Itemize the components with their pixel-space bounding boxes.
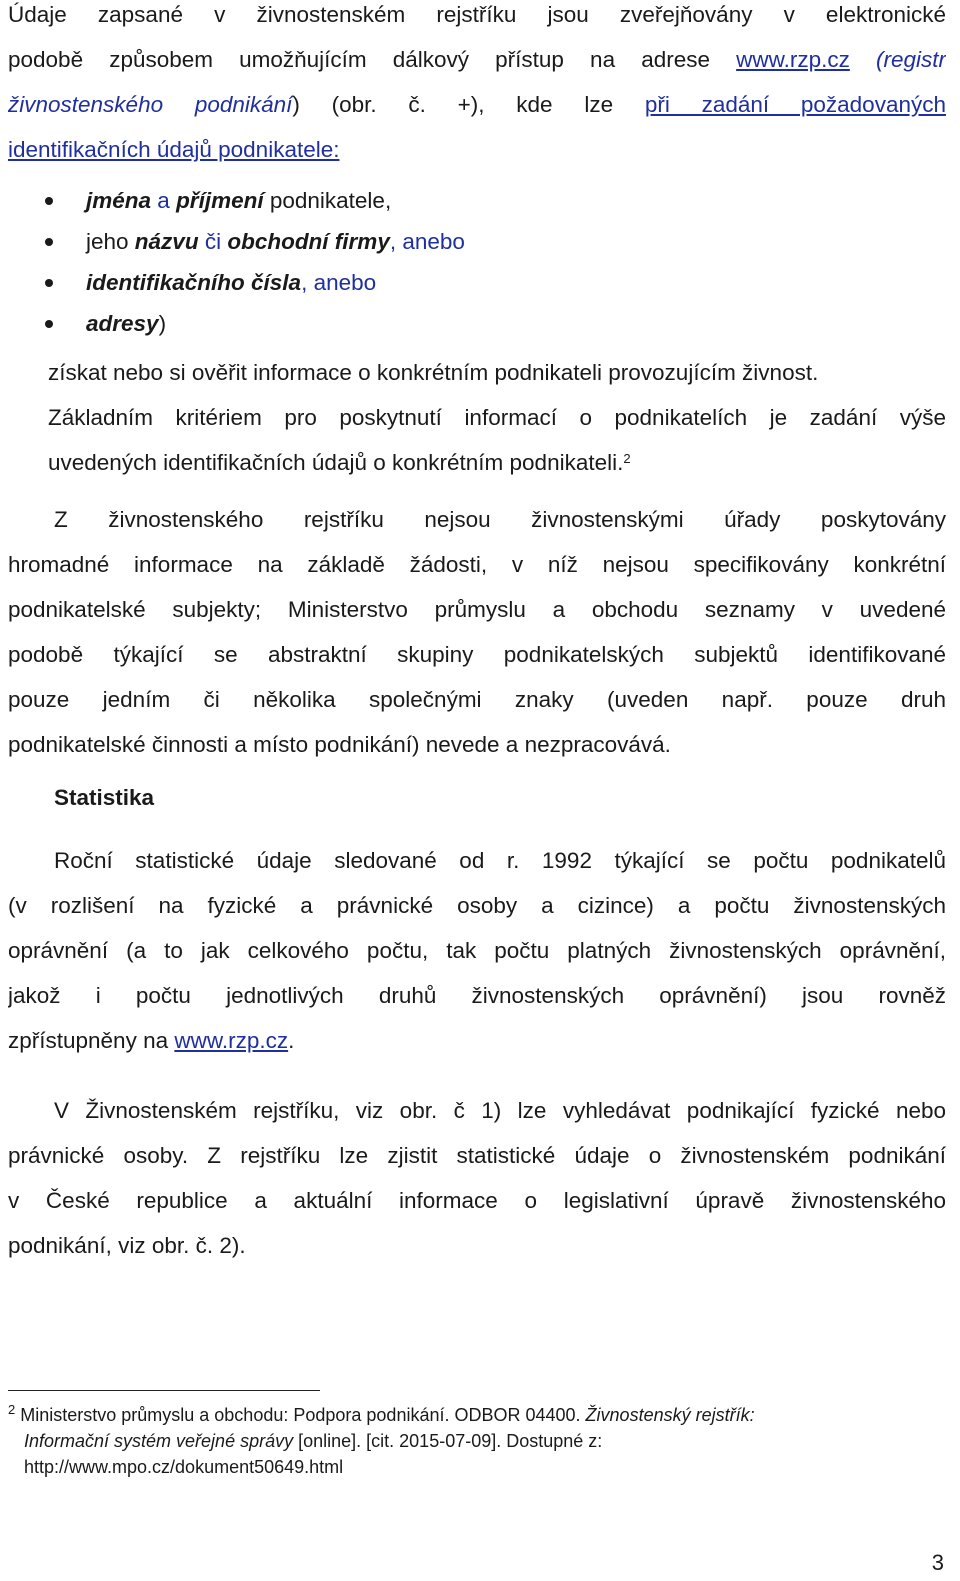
- text-line: jakož i počtu jednotlivých druhů živnostenských oprávnění) jsou rovněž: [8, 983, 946, 1008]
- paragraph-criteria: [48, 350, 946, 485]
- text-line: Z živnostenského rejstříku nejsou živnostenskými úřady poskytovány: [54, 507, 946, 532]
- rzp-link[interactable]: www.rzp.cz: [736, 47, 850, 72]
- list-item: [0, 221, 465, 262]
- paragraph-intro: [8, 0, 946, 172]
- text-line: podnikatelské subjekty; Ministerstvo průmyslu a obchodu seznamy v uvedené: [8, 597, 946, 622]
- text-line: podnikání, viz obr. č. 2).: [8, 1233, 246, 1258]
- footnote: [8, 1402, 928, 1480]
- text-line: [8, 82, 946, 127]
- text-line: (v rozlišení na fyzické a právnické osoby a cizince) a počtu živnostenských: [8, 893, 946, 918]
- text-line: získat nebo si ověřit informace o konkrétním podnikateli provozujícím živnost.: [48, 360, 819, 385]
- text-run: uvedených identifikačních údajů o konkrétním podnikateli.: [48, 450, 624, 475]
- text-run: , anebo: [389, 229, 465, 254]
- text-line: Základním kritériem pro poskytnutí informací o podnikatelích je zadání výše: [48, 405, 946, 430]
- section-heading: Statistika: [54, 785, 155, 810]
- text-run: .: [288, 1028, 295, 1053]
- text-run: názvu: [134, 229, 199, 254]
- text-run: jména: [86, 188, 152, 213]
- text-run: podnikatele,: [263, 188, 392, 213]
- text-run: obchodní firmy: [227, 229, 390, 254]
- text-run: podobě způsobem umožňujícím dálkový přístup na adrese: [8, 47, 737, 72]
- text-line: [8, 1402, 928, 1428]
- bullet-icon: [45, 197, 53, 205]
- paragraph-statistics: [8, 838, 946, 1063]
- text-run: ) (obr. č. +), kde lze: [292, 92, 645, 117]
- list-item: [0, 180, 465, 221]
- text-run: (registr: [849, 47, 946, 72]
- text-line: [8, 127, 946, 172]
- text-run: , anebo: [301, 270, 377, 295]
- text-run: [online]. [cit. 2015-07-09]. Dostupné z:: [293, 1431, 603, 1451]
- text-line: v České republice a aktuální informace o legislativní úpravě živnostenského: [8, 1188, 946, 1213]
- text-line: Údaje zapsané v živnostenském rejstříku jsou zveřejňovány v elektronické: [8, 2, 946, 27]
- identification-list: [0, 180, 465, 344]
- bullet-icon: [45, 320, 53, 328]
- footnote-number: 2: [8, 1402, 16, 1417]
- text-line: pouze jedním či několika společnými znaky (uveden např. pouze druh: [8, 687, 946, 712]
- text-run: či: [198, 229, 228, 254]
- text-line: [8, 1018, 946, 1063]
- page-number: 3: [931, 1550, 944, 1575]
- footnote-url[interactable]: http://www.mpo.cz/dokument50649.html: [24, 1457, 344, 1477]
- text-line: V Živnostenském rejstříku, viz obr. č 1) lze vyhledávat podnikající fyzické nebo: [54, 1098, 946, 1123]
- footnote-ref[interactable]: 2: [623, 451, 631, 466]
- text-line: právnické osoby. Z rejstříku lze zjistit statistické údaje o živnostenském podnikání: [8, 1143, 946, 1168]
- text-run: identifikačního čísla: [86, 270, 302, 295]
- text-run: Ministerstvo průmyslu a obchodu: Podpora podnikání. ODBOR 04400.: [15, 1405, 586, 1425]
- text-line: hromadné informace na základě žádosti, v níž nejsou specifikovány konkrétní: [8, 552, 946, 577]
- text-run: Informační systém veřejné správy: [24, 1431, 294, 1451]
- text-run: a: [151, 188, 177, 213]
- text-line: [8, 37, 946, 82]
- paragraph-register: [8, 1088, 946, 1268]
- search-criteria-link-continued[interactable]: identifikačních údajů podnikatele:: [8, 137, 340, 162]
- text-line: podobě týkající se abstraktní skupiny podnikatelských subjektů identifikované: [8, 642, 946, 667]
- text-line: podnikatelské činnosti a místo podnikání) nevede a nezpracovává.: [8, 732, 671, 757]
- text-run: Živnostenský rejstřík:: [585, 1405, 755, 1425]
- text-run: zpřístupněny na: [8, 1028, 175, 1053]
- list-item: [0, 303, 465, 344]
- rzp-link[interactable]: www.rzp.cz: [174, 1028, 289, 1053]
- text-line: oprávnění (a to jak celkového počtu, tak počtu platných živnostenských oprávnění,: [8, 938, 946, 963]
- footnote-divider: [8, 1390, 320, 1391]
- bullet-icon: [45, 279, 53, 287]
- text-line: Roční statistické údaje sledované od r. 1992 týkající se počtu podnikatelů: [54, 848, 946, 873]
- text-run: ): [158, 311, 167, 336]
- paragraph-bulk-info: [8, 497, 946, 767]
- bullet-icon: [45, 238, 53, 246]
- search-criteria-link[interactable]: při zadání požadovaných: [644, 92, 946, 117]
- list-item: [0, 262, 465, 303]
- text-run: živnostenského podnikání: [8, 92, 293, 117]
- text-line: [48, 440, 946, 485]
- text-line: [8, 1428, 928, 1454]
- text-run: příjmení: [176, 188, 264, 213]
- text-run: adresy: [86, 311, 159, 336]
- text-run: jeho: [86, 229, 135, 254]
